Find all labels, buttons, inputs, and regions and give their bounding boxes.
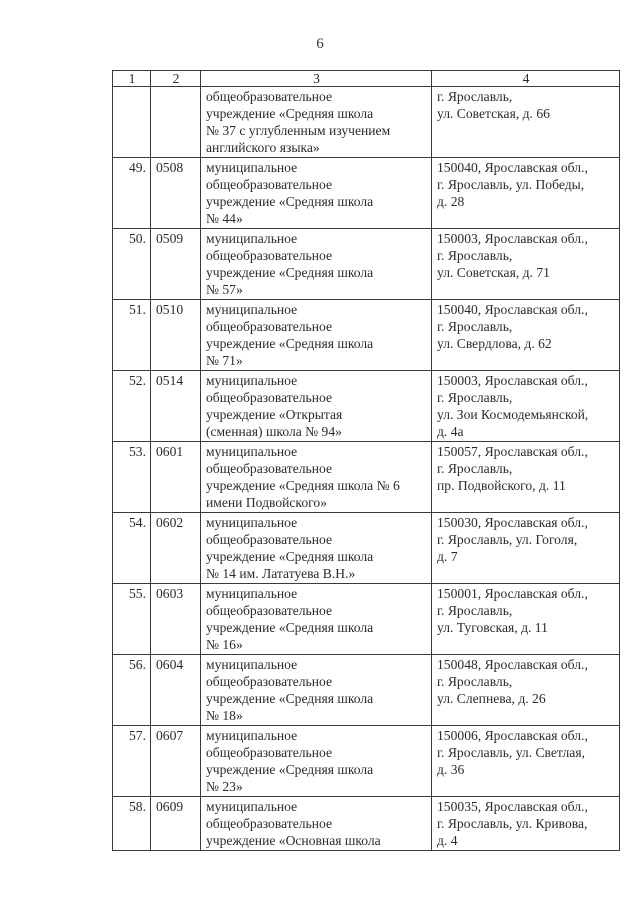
institution-name-line: учреждение «Средняя школа: [206, 194, 374, 209]
table-row: [113, 87, 620, 158]
institution-name: [201, 513, 432, 584]
institution-address-line: г. Ярославль,: [437, 319, 513, 334]
institution-address: [432, 371, 620, 442]
institution-address: [432, 726, 620, 797]
institution-address-line: д. 7: [437, 549, 458, 564]
institution-address: [432, 584, 620, 655]
table-row: [113, 300, 620, 371]
institution-address-line: ул. Советская, д. 71: [437, 265, 550, 280]
row-code: 0604: [151, 655, 201, 726]
table-row: [113, 797, 620, 851]
institution-name-line: имени Подвойского»: [206, 495, 327, 510]
table-row: [113, 513, 620, 584]
institution-address-line: ул. Слепнева, д. 26: [437, 691, 546, 706]
institution-name-line: муниципальное: [206, 799, 298, 814]
institution-name-line: муниципальное: [206, 373, 298, 388]
institution-name-line: общеобразовательное: [206, 319, 332, 334]
institution-name-line: муниципальное: [206, 657, 298, 672]
table-row: [113, 371, 620, 442]
institution-address-line: д. 28: [437, 194, 465, 209]
institution-address-line: д. 4: [437, 833, 458, 848]
institution-name: [201, 371, 432, 442]
table-row: [113, 442, 620, 513]
institution-name-line: учреждение «Средняя школа: [206, 549, 374, 564]
institution-name-line: общеобразовательное: [206, 177, 332, 192]
row-number: 55.: [113, 584, 151, 655]
institution-address-line: 150040, Ярославская обл.,: [437, 160, 588, 175]
institution-name-line: муниципальное: [206, 515, 298, 530]
header-col-4: 4: [432, 71, 620, 87]
institution-address-line: г. Ярославль,: [437, 89, 513, 104]
institution-address-line: г. Ярославль,: [437, 603, 513, 618]
institution-address-line: г. Ярославль,: [437, 674, 513, 689]
institution-address-line: 150057, Ярославская обл.,: [437, 444, 588, 459]
institution-address-line: ул. Зои Космодемьянской,: [437, 407, 589, 422]
institution-address: [432, 797, 620, 851]
institution-name-line: английского языка»: [206, 140, 320, 155]
institution-address-line: г. Ярославль,: [437, 390, 513, 405]
institution-address: [432, 87, 620, 158]
institution-name: [201, 584, 432, 655]
institution-name: [201, 797, 432, 851]
institution-address-line: д. 36: [437, 762, 465, 777]
schools-table: [112, 70, 620, 851]
institution-name: [201, 158, 432, 229]
institution-name-line: № 18»: [206, 708, 243, 723]
page-number: 6: [316, 36, 324, 52]
institution-address-line: д. 4а: [437, 424, 464, 439]
header-col-2: 2: [151, 71, 201, 87]
institution-address-line: ул. Туговская, д. 11: [437, 620, 548, 635]
row-number: 58.: [113, 797, 151, 851]
row-code: 0508: [151, 158, 201, 229]
institution-address-line: г. Ярославль, ул. Кривова,: [437, 816, 588, 831]
institution-name-line: учреждение «Средняя школа: [206, 336, 374, 351]
institution-address-line: 150003, Ярославская обл.,: [437, 231, 588, 246]
institution-name-line: общеобразовательное: [206, 461, 332, 476]
institution-address-line: г. Ярославль,: [437, 461, 513, 476]
institution-name-line: учреждение «Средняя школа № 6: [206, 478, 400, 493]
institution-name: [201, 229, 432, 300]
institution-address-line: г. Ярославль, ул. Светлая,: [437, 745, 585, 760]
institution-name-line: учреждение «Средняя школа: [206, 691, 374, 706]
institution-name-line: общеобразовательное: [206, 390, 332, 405]
institution-address-line: 150030, Ярославская обл.,: [437, 515, 588, 530]
row-code: 0603: [151, 584, 201, 655]
institution-address: [432, 229, 620, 300]
row-code: 0609: [151, 797, 201, 851]
institution-address-line: ул. Советская, д. 66: [437, 106, 550, 121]
institution-address-line: г. Ярославль, ул. Победы,: [437, 177, 585, 192]
institution-name: [201, 442, 432, 513]
table-row: [113, 158, 620, 229]
row-code: 0602: [151, 513, 201, 584]
institution-address-line: 150001, Ярославская обл.,: [437, 586, 588, 601]
institution-name-line: муниципальное: [206, 586, 298, 601]
institution-name-line: муниципальное: [206, 302, 298, 317]
table-row: [113, 655, 620, 726]
header-row: [113, 71, 620, 87]
institution-address-line: 150048, Ярославская обл.,: [437, 657, 588, 672]
institution-name-line: учреждение «Основная школа: [206, 833, 381, 848]
institution-address-line: ул. Свердлова, д. 62: [437, 336, 552, 351]
institution-name-line: № 16»: [206, 637, 243, 652]
row-code: 0514: [151, 371, 201, 442]
institution-name-line: муниципальное: [206, 160, 298, 175]
header-col-3: 3: [201, 71, 432, 87]
institution-address-line: пр. Подвойского, д. 11: [437, 478, 566, 493]
institution-address-line: 150006, Ярославская обл.,: [437, 728, 588, 743]
institution-name-line: учреждение «Открытая: [206, 407, 343, 422]
institution-name-line: общеобразовательное: [206, 603, 332, 618]
row-number: 51.: [113, 300, 151, 371]
institution-name-line: учреждение «Средняя школа: [206, 106, 374, 121]
institution-name-line: № 37 с углубленным изучением: [206, 123, 391, 138]
institution-name-line: общеобразовательное: [206, 745, 332, 760]
header-col-1: 1: [113, 71, 151, 87]
institution-address: [432, 655, 620, 726]
institution-name-line: № 71»: [206, 353, 243, 368]
row-code: 0601: [151, 442, 201, 513]
row-number: 50.: [113, 229, 151, 300]
institution-address-line: 150040, Ярославская обл.,: [437, 302, 588, 317]
table-row: [113, 726, 620, 797]
institution-address-line: 150035, Ярославская обл.,: [437, 799, 588, 814]
institution-address: [432, 300, 620, 371]
institution-name-line: муниципальное: [206, 728, 298, 743]
institution-address: [432, 513, 620, 584]
row-number: 57.: [113, 726, 151, 797]
institution-name-line: общеобразовательное: [206, 248, 332, 263]
table-row: [113, 229, 620, 300]
institution-name-line: № 44»: [206, 211, 243, 226]
institution-address-line: г. Ярославль,: [437, 248, 513, 263]
institution-name-line: учреждение «Средняя школа: [206, 265, 374, 280]
row-code: 0607: [151, 726, 201, 797]
row-number: 52.: [113, 371, 151, 442]
institution-address: [432, 158, 620, 229]
row-code: [151, 87, 201, 158]
institution-name-line: № 14 им. Лататуева В.Н.»: [206, 566, 356, 581]
row-code: 0510: [151, 300, 201, 371]
institution-address: [432, 442, 620, 513]
institution-name-line: № 23»: [206, 779, 243, 794]
institution-address-line: г. Ярославль, ул. Гоголя,: [437, 532, 578, 547]
table-row: [113, 584, 620, 655]
row-number: 56.: [113, 655, 151, 726]
row-number: 53.: [113, 442, 151, 513]
institution-name-line: общеобразовательное: [206, 816, 332, 831]
institution-name: [201, 726, 432, 797]
row-number: [113, 87, 151, 158]
institution-name-line: учреждение «Средняя школа: [206, 620, 374, 635]
row-number: 54.: [113, 513, 151, 584]
institution-name-line: общеобразовательное: [206, 674, 332, 689]
institution-name-line: № 57»: [206, 282, 243, 297]
institution-name-line: общеобразовательное: [206, 89, 332, 104]
row-code: 0509: [151, 229, 201, 300]
institution-address-line: 150003, Ярославская обл.,: [437, 373, 588, 388]
institution-name-line: муниципальное: [206, 444, 298, 459]
institution-name-line: (сменная) школа № 94»: [206, 424, 342, 439]
institution-name-line: общеобразовательное: [206, 532, 332, 547]
institution-name-line: муниципальное: [206, 231, 298, 246]
institution-name: [201, 300, 432, 371]
institution-name-line: учреждение «Средняя школа: [206, 762, 374, 777]
row-number: 49.: [113, 158, 151, 229]
institution-name: [201, 87, 432, 158]
institution-name: [201, 655, 432, 726]
